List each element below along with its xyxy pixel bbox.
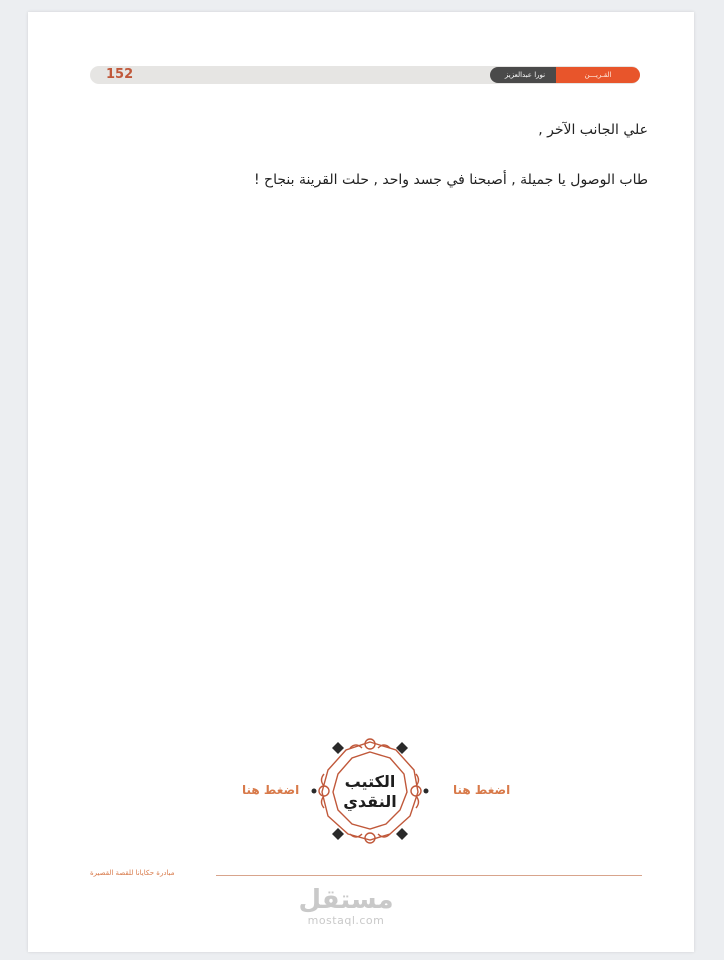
body-paragraph-1: علي الجانب الآخر , bbox=[538, 122, 648, 138]
header-author: نورا عبدالعزيز bbox=[490, 67, 560, 83]
press-here-link-right[interactable]: اضغط هنا bbox=[453, 783, 511, 797]
critical-booklet-emblem[interactable] bbox=[310, 730, 430, 852]
header-book-title: القـريـــن bbox=[556, 67, 640, 83]
footer-initiative-text: مبادرة حكايانا للقصة القصيرة bbox=[90, 869, 175, 877]
site-watermark bbox=[286, 885, 406, 927]
page-number: 152 bbox=[106, 67, 134, 82]
document-page bbox=[28, 12, 694, 952]
watermark-arabic: مستقل bbox=[298, 885, 394, 915]
footer-divider bbox=[216, 875, 642, 876]
body-paragraph-2: طاب الوصول يا جميلة , أصبحنا في جسد واحد , حلت القرينة بنجاح ! bbox=[253, 172, 648, 188]
watermark-latin: mostaql.com bbox=[307, 914, 385, 927]
emblem-title-line-1: الكتيب bbox=[344, 772, 396, 791]
emblem-title-line-2: النقدي bbox=[343, 792, 397, 811]
press-here-link-left[interactable]: اضغط هنا bbox=[242, 783, 300, 797]
ornament-frame-icon bbox=[310, 730, 430, 852]
